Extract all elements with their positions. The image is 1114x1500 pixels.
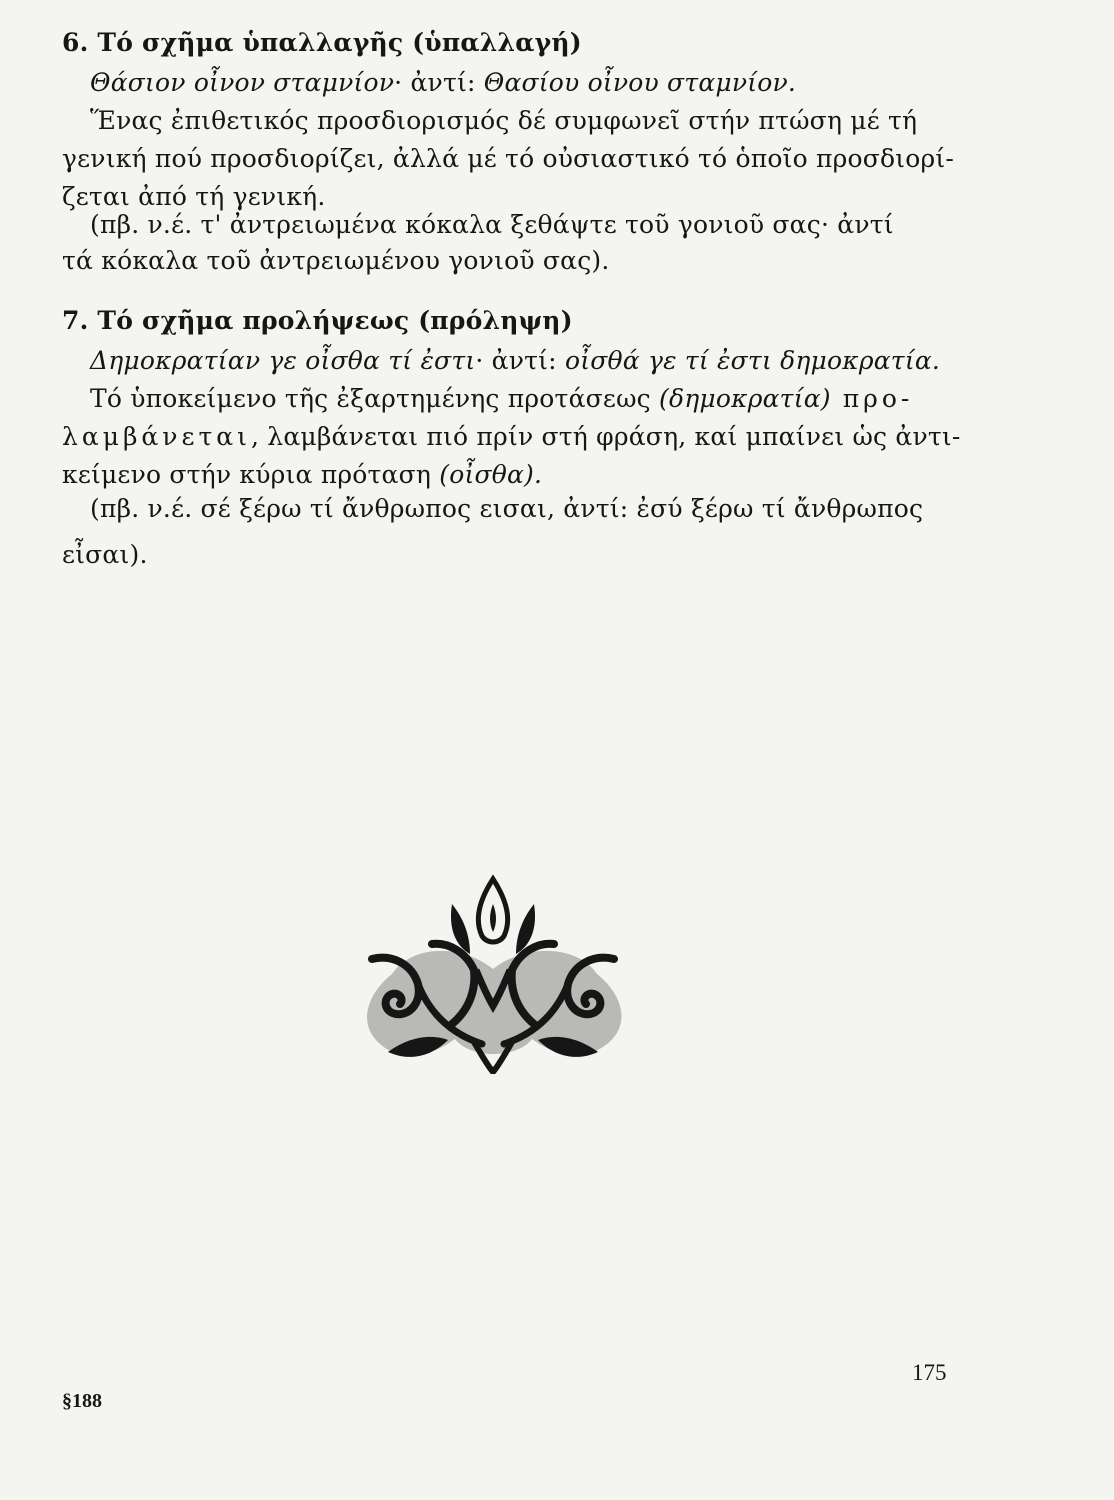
- text-segment: κείμενο στήν κύρια πρόταση: [62, 460, 440, 489]
- example-greek-original: Θάσιον οἶνον σταμνίον: [90, 68, 395, 97]
- section-6-compare-line: (πβ. ν.έ. τ' ἀντρειωμένα κόκαλα ξεθάψτε τοῦ γονιοῦ σας· ἀντί: [90, 210, 894, 239]
- text-spaced-segment: λαμβάνεται: [62, 422, 251, 451]
- example-connector: · ἀντί:: [475, 346, 565, 375]
- example-greek-normal: Θασίου οἶνου σταμνίον.: [483, 68, 797, 97]
- text-italic-segment: (οἶσθα).: [439, 460, 543, 489]
- example-connector: · ἀντί:: [394, 68, 484, 97]
- section-7-heading: 7. Τό σχῆμα προλήψεως (πρόληψη): [62, 306, 573, 335]
- text-spaced-segment: προ-: [830, 384, 914, 413]
- text-segment: , λαμβάνεται πιό πρίν στή φράση, καί μπαίνει ὡς ἀντι-: [250, 422, 961, 451]
- lotus-ornament-icon: [352, 874, 634, 1074]
- section-7-compare-line: (πβ. ν.έ. σέ ξέρω τί ἄνθρωπος εισαι, ἀντί: ἐσύ ξέρω τί ἄνθρωπος: [90, 494, 924, 523]
- section-7-example: [90, 346, 940, 375]
- section-7-compare-line: εἶσαι).: [62, 540, 148, 569]
- text-italic-segment: (δημοκρατία): [659, 384, 831, 413]
- example-greek-normal: οἶσθά γε τί ἐστι δημοκρατία.: [564, 346, 941, 375]
- example-greek-original: Δημοκρατίαν γε οἶσθα τί ἐστι: [90, 346, 476, 375]
- section-6-compare-line: τά κόκαλα τοῦ ἀντρειωμένου γονιοῦ σας).: [62, 246, 610, 275]
- page-number: 175: [912, 1360, 947, 1385]
- section-6-heading: 6. Τό σχῆμα ὑπαλλαγῆς (ὑπαλλαγή): [62, 28, 582, 57]
- section-6-text-line: γενική πού προσδιορίζει, ἀλλά μέ τό οὐσιαστικό τό ὁποῖο προσδιορί-: [62, 144, 955, 173]
- section-6-text-line: ζεται ἀπό τή γενική.: [62, 182, 326, 211]
- section-marker: §188: [62, 1390, 102, 1412]
- section-6-example: [90, 68, 796, 97]
- section-7-text-line: [62, 422, 961, 451]
- section-7-text-line: [90, 384, 913, 413]
- section-6-text-line: Ἕνας ἐπιθετικός προσδιορισμός δέ συμφωνεῖ στήν πτώση μέ τή: [90, 106, 918, 135]
- text-segment: Τό ὑποκείμενο τῆς ἐξαρτημένης προτάσεως: [90, 384, 660, 413]
- section-7-text-line: [62, 460, 542, 489]
